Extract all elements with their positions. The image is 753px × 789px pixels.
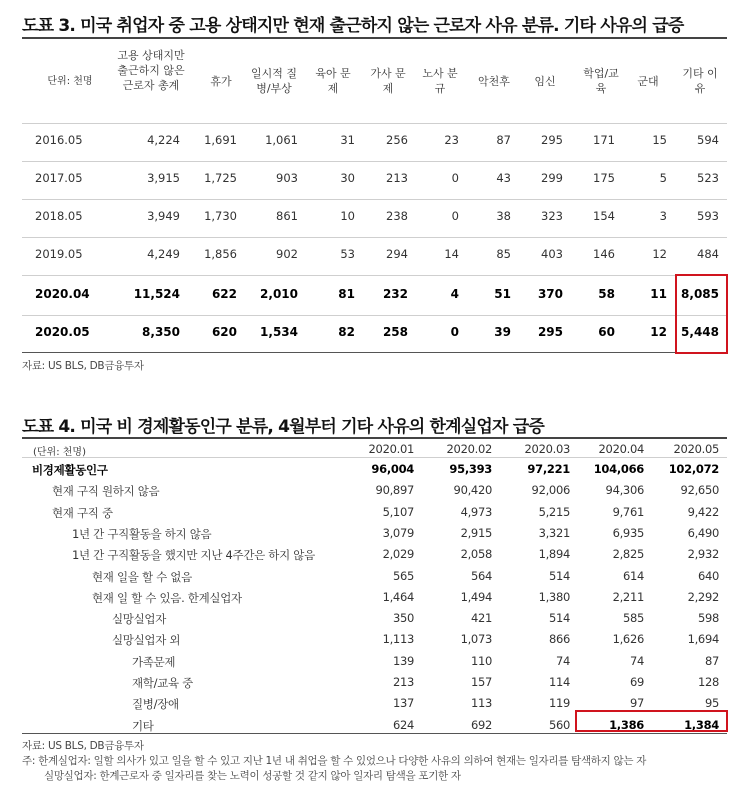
table2-cell: 1,113 — [382, 632, 414, 646]
table1-cell: 53 — [340, 247, 355, 261]
table1-cell: 81 — [338, 287, 355, 301]
table2-cell: 95,393 — [449, 462, 492, 476]
table1-col-header: 악천후 — [478, 75, 510, 88]
table2-cell: 614 — [622, 569, 644, 583]
table2-row-label: 1년 간 구직활동을 하지 않음 — [72, 527, 212, 541]
table1-cell: 861 — [276, 209, 298, 223]
table1-cell: 11 — [650, 287, 667, 301]
table2-col-header: 2020.01 — [368, 442, 414, 456]
table1-cell: 0 — [451, 171, 459, 185]
table2-cell: 5,215 — [538, 505, 570, 519]
table1-cell: 232 — [382, 287, 408, 301]
table2-cell: 90,420 — [453, 483, 492, 497]
table2-row-label: 1년 간 구직활동을 했지만 지난 4주간은 하지 않음 — [72, 548, 315, 562]
table2-cell: 2,915 — [460, 526, 492, 540]
table2-cell: 2,292 — [687, 590, 719, 604]
table1-cell: 87 — [496, 133, 511, 147]
table2-cell: 2,825 — [612, 547, 644, 561]
table1-cell: 8,350 — [142, 325, 180, 339]
table2-cell: 514 — [548, 611, 570, 625]
table2-row-label: 실망실업자 — [112, 612, 167, 626]
table2-cell: 102,072 — [668, 462, 719, 476]
table2-note-marginal: 주: 한계실업자: 일할 의사가 있고 일을 할 수 있고 지난 1년 내 취업을 할 수 있었으나 다양한 사유의 의하여 현재는 일자리를 탐색하지 않는 자 — [22, 755, 647, 767]
table1-row-label: 2020.05 — [35, 325, 90, 339]
table2-highlight-box — [575, 710, 728, 732]
table1-unit: 단위: 천명 — [47, 76, 93, 87]
table2-note-discouraged: 실망실업자: 한계근로자 중 일자리를 찾는 노력이 성공할 것 같지 않아 일자리 탐색을 포기한 자 — [44, 770, 461, 782]
table1-cell: 323 — [541, 209, 563, 223]
table2-col-header: 2020.03 — [524, 442, 570, 456]
table1-cell: 1,730 — [204, 209, 237, 223]
table1-bottom-rule — [22, 352, 727, 353]
table1-col-header: 군대 — [637, 75, 659, 88]
table1-header-rule — [22, 123, 727, 124]
table1-cell: 903 — [276, 171, 298, 185]
table2-cell: 2,211 — [612, 590, 644, 604]
table2-cell: 94,306 — [605, 483, 644, 497]
table2-cell: 2,029 — [382, 547, 414, 561]
table1-cell: 8,085 — [681, 287, 719, 301]
table1-cell: 1,061 — [265, 133, 298, 147]
table2-cell: 1,386 — [609, 718, 644, 732]
table2-bottom-rule — [22, 733, 727, 734]
table2-cell: 585 — [622, 611, 644, 625]
table2-cell: 1,626 — [612, 632, 644, 646]
table2-row-label: 현재 구직 원하지 않음 — [52, 484, 160, 498]
table2-cell: 128 — [697, 675, 719, 689]
table2-cell: 114 — [548, 675, 570, 689]
table1-row-label: 2020.04 — [35, 287, 90, 301]
table1-cell: 622 — [211, 287, 237, 301]
table1-row-divider — [22, 237, 727, 238]
table1-cell: 154 — [593, 209, 615, 223]
table2-header-rule — [22, 457, 727, 458]
table2-cell: 157 — [470, 675, 492, 689]
table2-cell: 92,006 — [531, 483, 570, 497]
table2-row-label: 현재 일을 할 수 없음 — [92, 570, 192, 584]
table1-cell: 43 — [496, 171, 511, 185]
table2-cell: 565 — [392, 569, 414, 583]
table2-cell: 3,321 — [538, 526, 570, 540]
table2-cell: 139 — [392, 654, 414, 668]
table2-cell: 6,490 — [687, 526, 719, 540]
table2-row-label: 재학/교육 중 — [132, 676, 193, 690]
table2-cell: 90,897 — [375, 483, 414, 497]
table2-cell: 1,380 — [538, 590, 570, 604]
table2-cell: 2,932 — [687, 547, 719, 561]
table2-cell: 213 — [392, 675, 414, 689]
table2-cell: 97,221 — [527, 462, 570, 476]
table1-cell: 238 — [386, 209, 408, 223]
table1-cell: 620 — [211, 325, 237, 339]
table1-row-label: 2018.05 — [35, 209, 83, 223]
table1-cell: 23 — [444, 133, 459, 147]
table1-cell: 403 — [541, 247, 563, 261]
table1-cell: 146 — [593, 247, 615, 261]
table2-source: 자료: US BLS, DB금융투자 — [22, 740, 144, 752]
table1-col-header: 고용 상태지만 출근하지 않은 근로자 총계 — [117, 49, 185, 92]
table1-row-label: 2019.05 — [35, 247, 83, 261]
table1-cell: 593 — [697, 209, 719, 223]
table2-cell: 9,761 — [612, 505, 644, 519]
table1-cell: 0 — [451, 209, 459, 223]
table1-cell: 4,224 — [147, 133, 180, 147]
table2-cell: 1,464 — [382, 590, 414, 604]
table1-cell: 2,010 — [260, 287, 298, 301]
table1-cell: 4 — [450, 287, 459, 301]
table2-row-label: 가족문제 — [132, 655, 176, 669]
table2-row-label: 실망실업자 외 — [112, 633, 181, 647]
table2-cell: 692 — [470, 718, 492, 732]
table1-cell: 3 — [659, 209, 667, 223]
table1-cell: 1,534 — [260, 325, 298, 339]
table1-cell: 5 — [659, 171, 667, 185]
table1-cell: 1,856 — [204, 247, 237, 261]
table1-cell: 175 — [593, 171, 615, 185]
table2-cell: 624 — [392, 718, 414, 732]
table1-col-header: 가사 문제 — [370, 67, 406, 95]
table2-cell: 69 — [629, 675, 644, 689]
table2-cell: 421 — [470, 611, 492, 625]
table1-cell: 295 — [537, 325, 563, 339]
table1-cell: 294 — [386, 247, 408, 261]
table2-unit: (단위: 천명) — [33, 447, 86, 458]
table1-col-header: 기타 이유 — [682, 67, 718, 95]
table2-row-label: 기타 — [132, 719, 154, 733]
table1-col-header: 학업/교육 — [583, 67, 619, 95]
table2-cell: 564 — [470, 569, 492, 583]
table1-col-header: 휴가 — [210, 75, 232, 88]
table2-cell: 6,935 — [612, 526, 644, 540]
table2-cell: 113 — [470, 696, 492, 710]
table1-cell: 1,691 — [204, 133, 237, 147]
table1-cell: 38 — [496, 209, 511, 223]
table1-highlight-box — [675, 274, 728, 354]
table1-col-header: 일시적 질병/부상 — [250, 67, 297, 95]
table1-cell: 58 — [598, 287, 615, 301]
table1-cell: 594 — [697, 133, 719, 147]
table1-cell: 0 — [450, 325, 459, 339]
table1-cell: 3,949 — [147, 209, 180, 223]
table2-row-label: 현재 일 할 수 있음. 한계실업자 — [92, 591, 242, 605]
table2-col-header: 2020.05 — [673, 442, 719, 456]
table1-cell: 4,249 — [147, 247, 180, 261]
table2-row-label: 현재 구직 중 — [52, 506, 113, 520]
table1-row-label: 2016.05 — [35, 133, 83, 147]
table1-col-header: 노사 분규 — [422, 67, 458, 95]
table2-cell: 598 — [697, 611, 719, 625]
table2-row-label: 질병/장애 — [132, 697, 179, 711]
table1-row-divider — [22, 315, 727, 316]
table2-cell: 1,894 — [538, 547, 570, 561]
table1-col-header: 육아 문제 — [315, 67, 351, 95]
table2-cell: 92,650 — [680, 483, 719, 497]
table2-cell: 87 — [704, 654, 719, 668]
table2-cell: 2,058 — [460, 547, 492, 561]
table1-row-divider — [22, 199, 727, 200]
table1-cell: 60 — [598, 325, 615, 339]
table1-source: 자료: US BLS, DB금융투자 — [22, 360, 144, 372]
table2-cell: 97 — [629, 696, 644, 710]
table1-cell: 12 — [650, 325, 667, 339]
table1-cell: 11,524 — [133, 287, 180, 301]
table1-cell: 51 — [494, 287, 511, 301]
table1-cell: 171 — [593, 133, 615, 147]
table2-cell: 866 — [548, 632, 570, 646]
table2-cell: 3,079 — [382, 526, 414, 540]
table1-cell: 523 — [697, 171, 719, 185]
table1-row-label: 2017.05 — [35, 171, 83, 185]
table1-top-rule — [22, 37, 727, 39]
table1-cell: 3,915 — [147, 171, 180, 185]
table1-cell: 39 — [494, 325, 511, 339]
table2-cell: 104,066 — [593, 462, 644, 476]
table2-cell: 110 — [470, 654, 492, 668]
table2-cell: 74 — [555, 654, 570, 668]
table1-cell: 256 — [386, 133, 408, 147]
table1-cell: 82 — [338, 325, 355, 339]
table2-cell: 1,073 — [460, 632, 492, 646]
table1-cell: 258 — [382, 325, 408, 339]
table1-cell: 484 — [697, 247, 719, 261]
table2-title: 도표 4. 미국 비 경제활동인구 분류, 4월부터 기타 사유의 한계실업자 급증 — [22, 417, 544, 437]
table2-cell: 4,973 — [460, 505, 492, 519]
table1-cell: 12 — [652, 247, 667, 261]
table2-row-label: 비경제활동인구 — [32, 463, 108, 477]
table2-cell: 74 — [629, 654, 644, 668]
table1-row-divider — [22, 275, 727, 276]
table1-cell: 30 — [340, 171, 355, 185]
table1-row-divider — [22, 161, 727, 162]
table1-cell: 5,448 — [681, 325, 719, 339]
table1-cell: 902 — [276, 247, 298, 261]
table1-col-header: 임신 — [534, 75, 556, 88]
table1-cell: 15 — [652, 133, 667, 147]
table1-cell: 295 — [541, 133, 563, 147]
table2-cell: 1,384 — [684, 718, 719, 732]
table1-cell: 1,725 — [204, 171, 237, 185]
table2-top-rule — [22, 437, 727, 439]
table1-cell: 14 — [444, 247, 459, 261]
table2-cell: 1,694 — [687, 632, 719, 646]
table2-col-header: 2020.04 — [598, 442, 644, 456]
table1-cell: 370 — [537, 287, 563, 301]
table2-col-header: 2020.02 — [446, 442, 492, 456]
table2-cell: 137 — [392, 696, 414, 710]
table2-cell: 5,107 — [382, 505, 414, 519]
table1-cell: 10 — [340, 209, 355, 223]
table1-cell: 213 — [386, 171, 408, 185]
table1-title: 도표 3. 미국 취업자 중 고용 상태지만 현재 출근하지 않는 근로자 사유 분류. 기타 사유의 급증 — [22, 16, 684, 36]
table2-cell: 1,494 — [460, 590, 492, 604]
table1-cell: 299 — [541, 171, 563, 185]
table2-cell: 95 — [704, 696, 719, 710]
table2-cell: 96,004 — [371, 462, 414, 476]
table2-cell: 560 — [548, 718, 570, 732]
table2-cell: 640 — [697, 569, 719, 583]
table1-cell: 85 — [496, 247, 511, 261]
table2-cell: 350 — [392, 611, 414, 625]
table2-cell: 119 — [548, 696, 570, 710]
table2-cell: 9,422 — [687, 505, 719, 519]
table2-cell: 514 — [548, 569, 570, 583]
table1-cell: 31 — [340, 133, 355, 147]
